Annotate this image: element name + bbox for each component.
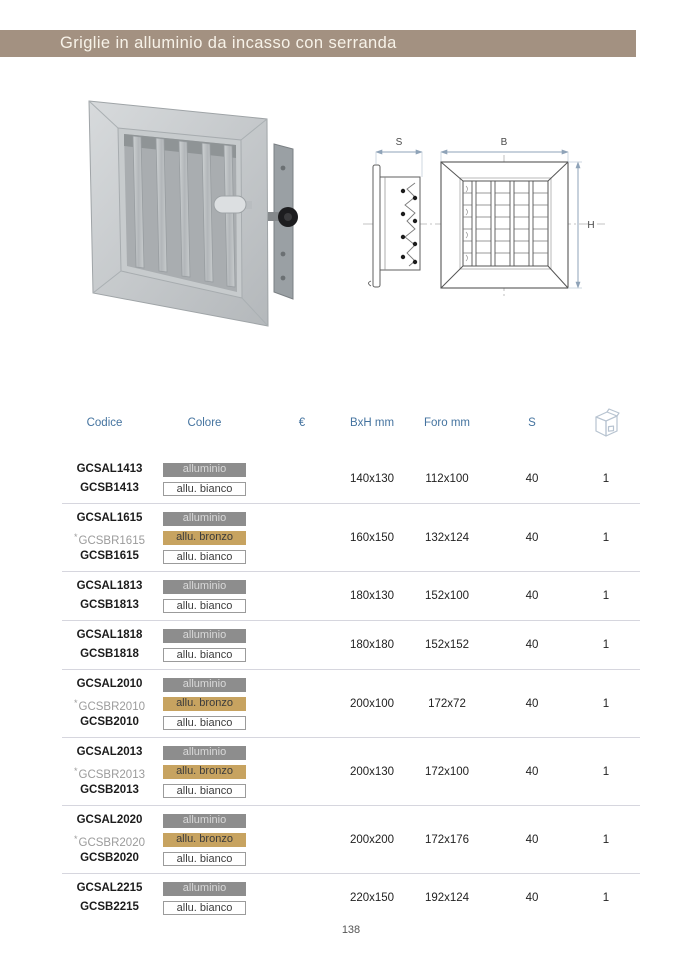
color-swatch-row — [163, 509, 246, 528]
product-code-text: GCSB1615 — [80, 550, 139, 562]
product-code-text: GCSAL1813 — [76, 580, 143, 592]
color-swatch-row — [163, 645, 246, 664]
product-code-text: GCSBR2010 — [78, 701, 145, 713]
dimension-drawing — [363, 131, 668, 306]
table-row — [62, 805, 640, 873]
color-swatch: alluminio — [163, 512, 246, 526]
color-cell — [147, 509, 262, 566]
color-swatch-row — [163, 675, 246, 694]
product-code-text: GCSB1818 — [80, 648, 139, 660]
code-cell — [62, 577, 147, 615]
product-code-text: GCSB2013 — [80, 784, 139, 796]
qty-cell: 1 — [602, 765, 610, 778]
column-header-foro: Foro mm — [424, 417, 470, 429]
page-title: Griglie in alluminio da incasso con serranda — [0, 30, 636, 57]
product-code — [72, 743, 147, 762]
technical-drawing — [363, 131, 668, 306]
product-code-text: GCSAL2020 — [76, 814, 143, 826]
product-code — [72, 830, 147, 849]
color-swatch: alluminio — [163, 814, 246, 828]
color-swatch-row — [163, 849, 246, 868]
table-row — [62, 455, 640, 503]
product-code — [72, 460, 147, 479]
foro-cell: 172x72 — [428, 697, 466, 710]
color-swatch-row — [163, 479, 246, 498]
table-row — [62, 571, 640, 620]
product-code — [72, 811, 147, 830]
product-code-text: GCSB1413 — [80, 482, 139, 494]
product-code-text: GCSAL2010 — [76, 678, 143, 690]
foro-cell: 172x100 — [424, 765, 470, 778]
product-code-text: GCSBR2020 — [78, 837, 145, 849]
product-code — [72, 479, 147, 498]
color-swatch: allu. bronzo — [163, 765, 246, 779]
color-swatch-row — [163, 528, 246, 547]
color-swatch-row — [163, 781, 246, 800]
foro-cell: 152x100 — [424, 590, 470, 602]
asterisk-marker: * — [74, 698, 78, 708]
asterisk-marker: * — [74, 532, 78, 542]
product-code — [72, 547, 147, 566]
column-header-bxh: BxH mm — [349, 417, 395, 429]
table-body — [62, 455, 640, 922]
bxh-cell: 200x200 — [349, 833, 395, 846]
dim-label-b: B — [500, 137, 508, 148]
color-swatch: alluminio — [163, 678, 246, 692]
color-swatch-row — [163, 547, 246, 566]
thickness-cell: 40 — [525, 765, 539, 778]
product-code — [72, 626, 147, 645]
color-swatch-row — [163, 811, 246, 830]
product-code — [72, 645, 147, 664]
color-cell — [147, 626, 262, 664]
color-swatch: allu. bronzo — [163, 531, 246, 545]
product-code — [72, 694, 147, 713]
code-cell — [62, 811, 147, 868]
bxh-cell: 180x180 — [349, 639, 395, 651]
asterisk-marker: * — [74, 834, 78, 844]
foro-cell: 112x100 — [425, 473, 469, 485]
color-swatch: allu. bianco — [163, 852, 246, 866]
dim-label-h: H — [587, 220, 595, 231]
code-cell — [62, 675, 147, 732]
thickness-cell: 40 — [525, 697, 539, 710]
table-row — [62, 620, 640, 669]
product-code — [72, 509, 147, 528]
product-table — [62, 403, 640, 922]
product-code-text: GCSAL1818 — [76, 629, 143, 641]
product-code — [72, 898, 147, 917]
code-cell — [62, 743, 147, 800]
product-code-text: GCSAL1413 — [76, 463, 143, 475]
color-swatch: alluminio — [163, 629, 246, 643]
product-code — [72, 713, 147, 732]
product-code-text: GCSBR2013 — [78, 769, 145, 781]
foro-cell: 132x124 — [424, 531, 470, 544]
thickness-cell: 40 — [525, 531, 539, 544]
color-swatch-row — [163, 713, 246, 732]
product-code — [72, 596, 147, 615]
column-header-package — [572, 407, 640, 439]
color-swatch: alluminio — [163, 746, 246, 760]
table-header-row — [62, 403, 640, 443]
thickness-cell: 40 — [525, 639, 539, 651]
product-photo — [78, 86, 333, 356]
qty-cell: 1 — [602, 473, 610, 485]
color-swatch: allu. bianco — [163, 648, 246, 662]
color-swatch: alluminio — [163, 882, 246, 896]
qty-cell: 1 — [602, 697, 610, 710]
code-cell — [62, 460, 147, 498]
qty-cell: 1 — [602, 639, 610, 651]
thickness-cell: 40 — [525, 473, 539, 485]
color-swatch-row — [163, 577, 246, 596]
color-swatch-row — [163, 694, 246, 713]
product-code — [72, 762, 147, 781]
bxh-cell: 200x130 — [349, 765, 395, 778]
asterisk-marker: * — [74, 766, 78, 776]
table-row — [62, 737, 640, 805]
foro-cell: 172x176 — [424, 833, 470, 846]
page-number: 138 — [341, 924, 361, 936]
color-swatch-row — [163, 596, 246, 615]
product-code — [72, 528, 147, 547]
qty-cell: 1 — [602, 531, 610, 544]
color-cell — [147, 675, 262, 732]
color-swatch: allu. bianco — [163, 599, 246, 613]
thickness-cell: 40 — [525, 590, 539, 602]
product-code-text: GCSBR1615 — [78, 535, 145, 547]
dim-label-s: S — [395, 137, 403, 148]
color-swatch-row — [163, 898, 246, 917]
product-code — [72, 879, 147, 898]
table-row — [62, 669, 640, 737]
color-swatch: alluminio — [163, 463, 246, 477]
color-swatch-row — [163, 879, 246, 898]
qty-cell: 1 — [602, 892, 610, 904]
product-code — [72, 781, 147, 800]
color-swatch: allu. bronzo — [163, 833, 246, 847]
bxh-cell: 140x130 — [349, 473, 395, 485]
qty-cell: 1 — [602, 590, 610, 602]
thickness-cell: 40 — [525, 892, 539, 904]
color-swatch: allu. bianco — [163, 716, 246, 730]
column-header-euro: € — [298, 417, 306, 429]
color-swatch-row — [163, 460, 246, 479]
product-code-text: GCSB2215 — [80, 901, 139, 913]
color-swatch-row — [163, 626, 246, 645]
color-swatch-row — [163, 762, 246, 781]
color-swatch: allu. bianco — [163, 901, 246, 915]
color-cell — [147, 743, 262, 800]
package-box-icon — [591, 407, 621, 439]
column-header-codice: Codice — [86, 417, 123, 429]
product-code-text: GCSAL2215 — [76, 882, 143, 894]
product-code-text: GCSB1813 — [80, 599, 139, 611]
product-code-text: GCSAL1615 — [76, 512, 143, 524]
color-cell — [147, 879, 262, 917]
color-cell — [147, 577, 262, 615]
qty-cell: 1 — [602, 833, 610, 846]
code-cell — [62, 509, 147, 566]
product-code — [72, 675, 147, 694]
product-code-text: GCSB2020 — [80, 852, 139, 864]
product-code-text: GCSB2010 — [80, 716, 139, 728]
table-row — [62, 503, 640, 571]
foro-cell: 152x152 — [424, 639, 470, 651]
color-swatch: allu. bianco — [163, 482, 246, 496]
table-row — [62, 873, 640, 922]
foro-cell: 192x124 — [424, 892, 470, 904]
color-swatch: alluminio — [163, 580, 246, 594]
color-cell — [147, 811, 262, 868]
bxh-cell: 180x130 — [349, 590, 395, 602]
code-cell — [62, 626, 147, 664]
column-header-colore: Colore — [187, 417, 222, 429]
bxh-cell: 220x150 — [349, 892, 395, 904]
color-swatch: allu. bronzo — [163, 697, 246, 711]
grille-photo-illustration — [78, 86, 333, 356]
thickness-cell: 40 — [525, 833, 539, 846]
color-swatch: allu. bianco — [163, 784, 246, 798]
color-swatch-row — [163, 743, 246, 762]
bxh-cell: 160x150 — [349, 531, 395, 544]
color-cell — [147, 460, 262, 498]
color-swatch: allu. bianco — [163, 550, 246, 564]
product-code — [72, 849, 147, 868]
color-swatch-row — [163, 830, 246, 849]
column-header-s: S — [528, 417, 536, 429]
code-cell — [62, 879, 147, 917]
product-code-text: GCSAL2013 — [76, 746, 143, 758]
bxh-cell: 200x100 — [349, 697, 395, 710]
product-code — [72, 577, 147, 596]
